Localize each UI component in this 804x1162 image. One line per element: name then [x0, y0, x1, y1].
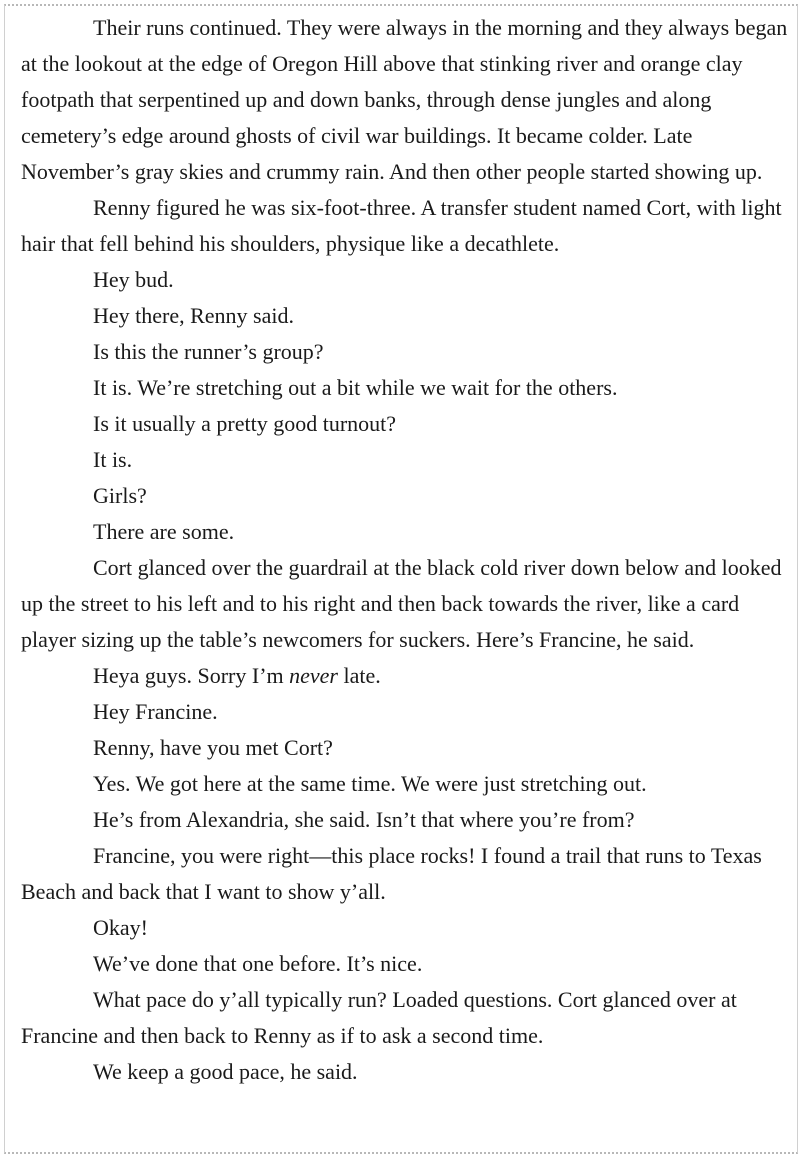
- emphasized-word: never: [289, 663, 338, 688]
- paragraph: There are some.: [93, 519, 235, 544]
- body-text: [21, 10, 791, 1090]
- paragraph: He’s from Alexandria, she said. Isn’t that where you’re from?: [93, 807, 635, 832]
- paragraph: Hey there, Renny said.: [93, 303, 294, 328]
- paragraph-text: Heya guys. Sorry I’m: [93, 663, 290, 688]
- paragraph: What pace do y’all typically run? Loaded questions. Cort glanced over at Francine and then back to Renny as if to ask a second time.: [21, 987, 737, 1048]
- document-page: [4, 4, 798, 1154]
- paragraph: Cort glanced over the guardrail at the black cold river down below and looked up the street to his left and to his right and then back towards the river, like a card player sizing up the table’s newcomers for suckers. Here’s Francine, he said.: [21, 555, 782, 652]
- paragraph: Hey Francine.: [93, 699, 218, 724]
- paragraph: Renny figured he was six-foot-three. A transfer student named Cort, with light hair that fell behind his shoulders, physique like a decathlete.: [21, 195, 782, 256]
- paragraph: Their runs continued. They were always in the morning and they always began at the lookout at the edge of Oregon Hill above that stinking river and orange clay footpath that serpentined up and down banks, through dense jungles and along cemetery’s edge around ghosts of civil war buildings. It became colder. Late November’s gray skies and crummy rain. And then other people started showing up.: [21, 15, 788, 184]
- paragraph: We keep a good pace, he said.: [93, 1059, 358, 1084]
- paragraph: It is. We’re stretching out a bit while we wait for the others.: [93, 375, 618, 400]
- paragraph: [21, 658, 791, 694]
- paragraph: Girls?: [93, 483, 147, 508]
- paragraph: Yes. We got here at the same time. We were just stretching out.: [93, 771, 647, 796]
- paragraph: Okay!: [93, 915, 148, 940]
- paragraph: Francine, you were right—this place rocks! I found a trail that runs to Texas Beach and back that I want to show y’all.: [21, 843, 762, 904]
- paragraph: Renny, have you met Cort?: [93, 735, 333, 760]
- paragraph-text: late.: [338, 663, 381, 688]
- paragraph: Hey bud.: [93, 267, 174, 292]
- paragraph: It is.: [93, 447, 133, 472]
- paragraph: Is this the runner’s group?: [93, 339, 324, 364]
- paragraph: Is it usually a pretty good turnout?: [93, 411, 397, 436]
- paragraph: We’ve done that one before. It’s nice.: [93, 951, 423, 976]
